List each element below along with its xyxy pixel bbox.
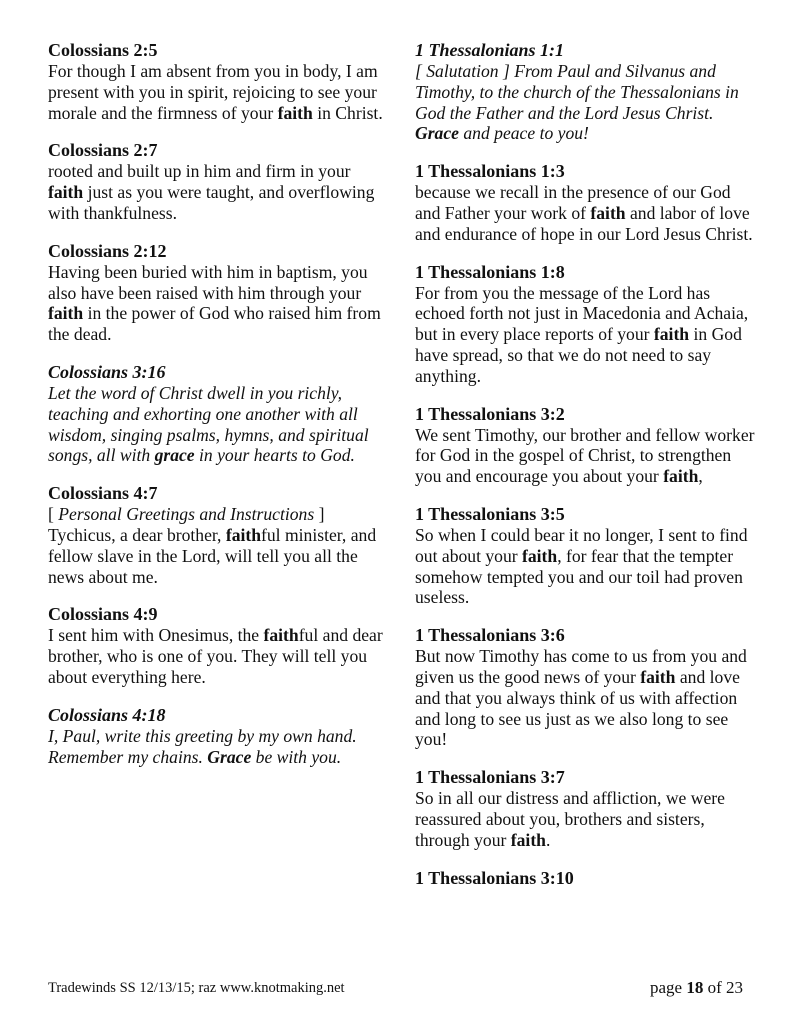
verse-reference: 1 Thessalonians 1:8 [415, 261, 565, 282]
verse-text-segment: and labor of love and endurance of hope in our Lord Jesus Christ. [415, 202, 753, 244]
verse-entry [415, 504, 760, 608]
verse-text-segment: For though I am absent from you in body, I am present with you in spirit, rejoicing to see your morale and the firmness of your [48, 61, 378, 123]
section-heading-inline: Personal Greetings and Instructions [58, 504, 315, 525]
verse-text-segment: , for fear that the tempter somehow tempted you and our toil had proven useless. [415, 545, 743, 608]
verse-text-segment: and peace to you! [458, 123, 589, 144]
keyword-highlight: faith [590, 202, 626, 223]
keyword-highlight: faith [225, 524, 262, 545]
verse-text-segment: in your hearts to God. [194, 445, 355, 466]
verse-text-segment: [ Salutation ] From Paul and Silvanus and Timothy, to the church of the Thessalonians in God the Father and the Lord Jesus Christ. [415, 61, 739, 123]
verse-reference: Colossians 4:18 [48, 704, 166, 725]
verse-entry [48, 604, 388, 687]
left-column [48, 40, 388, 784]
verse-reference: 1 Thessalonians 3:6 [415, 625, 565, 646]
keyword-highlight: Grace [207, 746, 252, 767]
verse-text-segment: I, Paul, write this greeting by my own hand. Remember my chains. [48, 725, 357, 767]
verse-text [48, 161, 388, 223]
verse-text-segment: ] Tychicus, a dear brother, [48, 504, 325, 545]
verse-reference: Colossians 2:12 [48, 240, 167, 261]
verse-reference: Colossians 4:7 [48, 483, 158, 504]
verse-text-segment: Let the word of Christ dwell in you richly, teaching and exhorting one another with all wisdom, singing psalms, hymns, and spiritual songs, all with [48, 382, 369, 466]
verse-text [48, 726, 388, 768]
verse-text-segment: just as you were taught, and overflowing with thankfulness. [48, 182, 375, 223]
verse-text-segment: and love and that you always think of us with affection and long to see us just as we also long to see you! [415, 666, 740, 750]
verse-text-segment: I sent him with Onesimus, the [48, 625, 264, 646]
verse-reference: Colossians 4:9 [48, 604, 158, 625]
keyword-highlight: faith [263, 625, 299, 646]
verse-text [415, 425, 760, 487]
verse-entry [48, 705, 388, 768]
verse-text-segment: because we recall in the presence of our God and Father your work of [415, 182, 731, 223]
page-current: 18 [686, 978, 704, 997]
verse-entry [48, 483, 388, 587]
verse-text-segment: in God have spread, so that we do not need to say anything. [415, 324, 742, 386]
keyword-highlight: faith [640, 666, 676, 687]
verse-entry [415, 868, 760, 889]
keyword-highlight: faith [653, 324, 690, 345]
verse-text [48, 61, 388, 123]
verse-entry [48, 241, 388, 345]
page-total: 23 [726, 978, 743, 997]
page-prefix: page [649, 978, 683, 997]
verse-text-segment: . [545, 829, 551, 850]
verse-entry [48, 40, 388, 123]
keyword-highlight: faith [48, 182, 84, 203]
verse-reference: 1 Thessalonians 1:1 [415, 40, 565, 60]
verse-text [415, 182, 760, 244]
verse-text [415, 61, 760, 144]
verse-text-segment: in Christ. [312, 102, 383, 123]
verse-reference: Colossians 2:5 [48, 40, 158, 60]
verse-text [48, 383, 388, 466]
verse-text-segment: be with you. [251, 746, 342, 767]
verse-text-segment: rooted and built up in him and firm in your [48, 161, 351, 182]
verse-entry [415, 767, 760, 850]
keyword-highlight: faith [663, 466, 699, 487]
verse-text-segment: [ [48, 504, 59, 525]
verse-entry [48, 140, 388, 223]
verse-text-segment: ful minister, and fellow slave in the Lord, will tell you all the news about me. [48, 524, 377, 587]
verse-text-segment: We sent Timothy, our brother and fellow worker for God in the gospel of Christ, to strengthen you and encourage you about your [415, 424, 755, 487]
footer-source: Tradewinds SS 12/13/15; raz www.knotmaking.net [48, 980, 345, 996]
keyword-highlight: faith [48, 303, 84, 324]
verse-text-segment: So in all our distress and affliction, we were reassured about you, brothers and sisters, through your [415, 788, 725, 850]
verse-text-segment: Having been buried with him in baptism, you also have been raised with him through your [48, 261, 368, 303]
verse-text [48, 625, 388, 687]
verse-text-segment: ful and dear brother, who is one of you. They will tell you about everything here. [48, 625, 383, 687]
verse-text-segment: But now Timothy has come to us from you and given us the good news of your [415, 646, 747, 687]
verse-reference: 1 Thessalonians 3:5 [415, 503, 565, 524]
verse-text [415, 646, 760, 750]
page-of: of [707, 978, 722, 997]
right-column [415, 40, 760, 906]
verse-reference: Colossians 3:16 [48, 361, 166, 382]
keyword-highlight: Grace [415, 123, 459, 144]
verse-text [415, 525, 760, 608]
verse-text-segment: For from you the message of the Lord has echoed forth not just in Macedonia and Achaia, but in every place reports of your [415, 282, 749, 345]
verse-reference: 1 Thessalonians 1:3 [415, 161, 565, 182]
verse-entry [415, 404, 760, 487]
verse-text [48, 262, 388, 345]
verse-reference: 1 Thessalonians 3:2 [415, 403, 565, 424]
verse-entry [415, 262, 760, 387]
verse-entry [415, 161, 760, 244]
verse-entry [48, 362, 388, 466]
verse-entry [415, 40, 760, 144]
verse-text-segment: So when I could bear it no longer, I sent to find out about your [415, 524, 748, 566]
verse-text [48, 504, 388, 587]
verse-text [415, 283, 760, 387]
verse-text-segment: , [698, 466, 703, 487]
verse-reference: 1 Thessalonians 3:10 [415, 867, 574, 888]
keyword-highlight: faith [522, 545, 558, 566]
verse-entry [415, 625, 760, 750]
keyword-highlight: faith [510, 829, 546, 850]
verse-text [415, 788, 760, 850]
keyword-highlight: grace [154, 445, 195, 466]
keyword-highlight: faith [277, 102, 313, 123]
verse-text-segment: in the power of God who raised him from the dead. [48, 303, 381, 345]
page-number [650, 978, 743, 998]
verse-reference: Colossians 2:7 [48, 140, 158, 161]
verse-reference: 1 Thessalonians 3:7 [415, 767, 565, 788]
